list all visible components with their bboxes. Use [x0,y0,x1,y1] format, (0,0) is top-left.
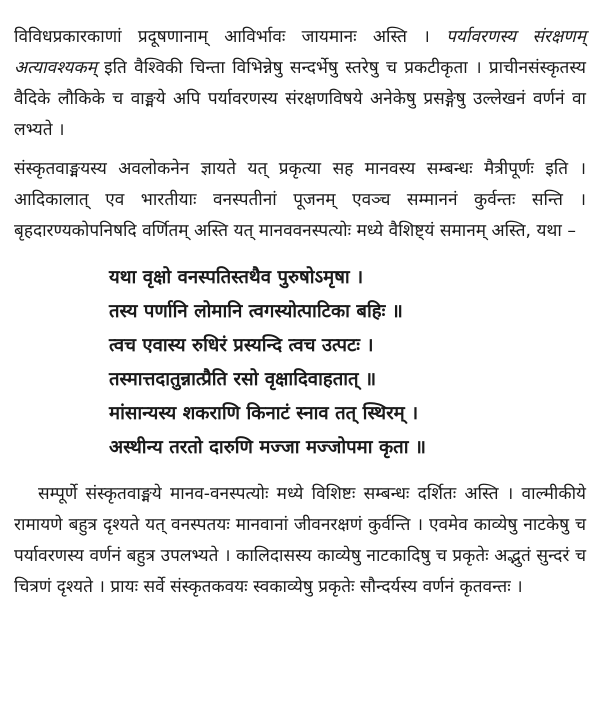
verse-line: त्वच एवास्य रुधिरं प्रस्यन्दि त्वच उत्पटः । [109,335,374,356]
verse-line: अस्थीन्य तरतो दारुणि मज्जा मज्जोपमा कृता ॥ [109,437,427,458]
verse-block [14,261,586,465]
paragraph-relationship: संस्कृतवाङ्मयस्य अवलोकनेन ज्ञायते यत् प्रकृत्या सह मानवस्य सम्बन्धः मैत्रीपूर्णः इति । आदिकालात् एव भारतीयाः वनस्पतीनां पूजनम् एवञ्च सम्माननं कुर्वन्तः सन्ति । बृहदारण्यकोपनिषदि वर्णितम् अस्ति यत् मानववनस्पत्योः मध्ये वैशिष्ट्यं समानम् अस्ति, यथा – [14,159,586,241]
verse-line: तस्मात्तदातुन्नात्प्रैति रसो वृक्षादिवाहतात् ॥ [109,369,377,390]
verse-line: मांसान्यस्य शकराणि किनाटं स्नाव तत् स्थिरम् । [109,403,419,424]
paragraph-intro [14,22,586,146]
verse-line: यथा वृक्षो वनस्पतिस्तथैव पुरुषोऽमृषा । [109,267,364,288]
intro-text-end: इति वैश्विकी चिन्ता विभिन्नेषु सन्दर्भेषु स्तरेषु च प्रकटीकृता । प्राचीनसंस्कृतस्य वैदिके लौकिके च वाङ्मये अपि पर्यावरणस्य संरक्षणविषये अनेकेषु प्रसङ्गेषु उल्लेखनं वर्णनं वा लभ्यते । [14,58,586,140]
intro-italic-phrase: पर्यावरणस्य संरक्षणम् अत्यावश्यकम् [14,27,586,78]
intro-text-start: विविधप्रकारकाणां प्रदूषणानाम् आविर्भावः जायमानः अस्ति । [14,27,447,47]
verse-line: तस्य पर्णानि लोमानि त्वगस्योत्पाटिका बहिः ॥ [109,301,403,322]
paragraph-literature: सम्पूर्णे संस्कृतवाङ्मये मानव-वनस्पत्योः मध्ये विशिष्टः सम्बन्धः दर्शितः अस्ति । वाल्मीकीये रामायणे बहुत्र दृश्यते यत् वनस्पतयः मानवानां जीवनरक्षणं कुर्वन्ति । एवमेव काव्येषु नाटकेषु च पर्यावरणस्य वर्णनं बहुत्र उपलभ्यते । कालिदासस्य काव्येषु नाटकादिषु च प्रकृतेः अद्भुतं सुन्दरं च चित्रणं दृश्यते । प्रायः सर्वे संस्कृतकवयः स्वकाव्येषु प्रकृतेः सौन्दर्यस्य वर्णनं कृतवन्तः । [14,484,586,597]
